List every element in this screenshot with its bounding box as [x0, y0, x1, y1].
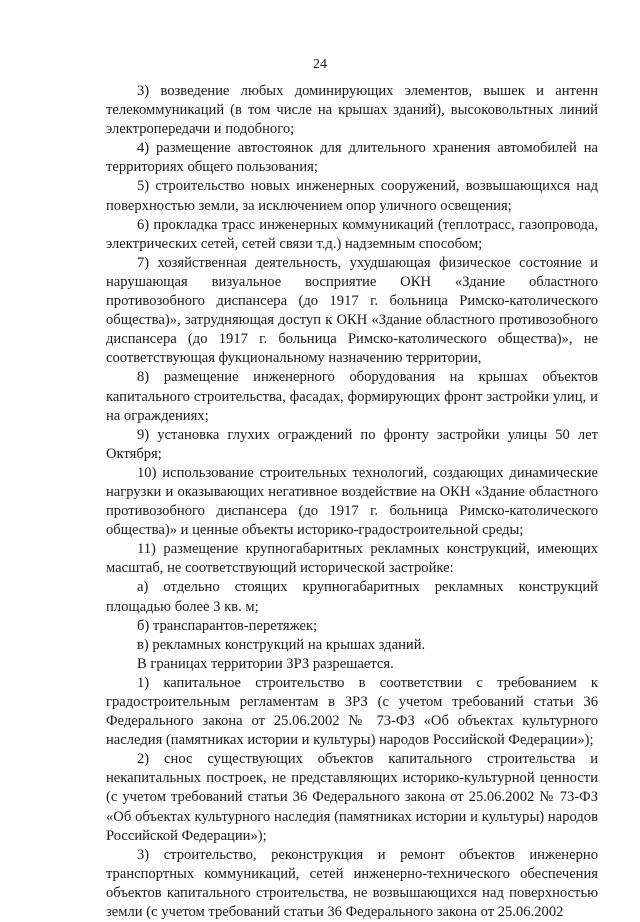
document-body [106, 82, 598, 922]
paragraph-subitem-b: б) транспарантов-перетяжек; [137, 617, 318, 634]
page-number: 24 [313, 57, 327, 72]
paragraph-prohibition-6: 6) прокладка трасс инженерных коммуникаций (теплотрасс, газопровода, электрических сетей, сетей связи т.д.) надземным способом; [106, 216, 598, 252]
paragraph-prohibition-9: 9) установка глухих ограждений по фронту застройки улицы 50 лет Октября; [106, 426, 598, 462]
paragraph-prohibition-10: 10) использование строительных технологий, создающих динамические нагрузки и оказывающих негативное воздействие на ОКН «Здание областного противозобного диспансера (до 1917 г. больница Римско-католического общества)» и ценные объекты историко-градостроительной среды; [106, 464, 598, 539]
paragraph-subitem-a: а) отдельно стоящих крупногабаритных рекламных конструкций площадью более 3 кв. м; [106, 579, 598, 615]
paragraph-permitted-3: 3) строительство, реконструкция и ремонт объектов инженерно транспортных коммуникаций, сетей инженерно-технического обеспечения объектов капитального строительства, не возвышающихся над поверхностью земли (с учетом требований статьи 36 Федерального закона от 25.06.2002 [106, 846, 598, 921]
paragraph-prohibition-7: 7) хозяйственная деятельность, ухудшающая физическое состояние и нарушающая визуальное восприятие ОКН «Здание областного противозобного диспансера (до 1917 г. больница Римско-католического общества)», затрудняющая доступ к ОКН «Здание областного противозобного диспансера (до 1917 г. больница Римско-католического общества)», не соответствующая фукциональному назначению территории, [106, 254, 598, 367]
paragraph-prohibition-11: 11) размещение крупногабаритных рекламных конструкций, имеющих масштаб, не соответствующий исторической застройке: [106, 541, 598, 577]
paragraph-prohibition-3: 3) возведение любых доминирующих элементов, вышек и антенн телекоммуникаций (в том числе на крышах зданий), высоковольтных линий электропередачи и подобного; [106, 83, 598, 138]
paragraph-prohibition-4: 4) размещение автостоянок для длительного хранения автомобилей на территориях общего пользования; [106, 140, 598, 176]
paragraph-permitted-heading: В границах территории ЗРЗ разрешается. [137, 655, 394, 672]
paragraph-subitem-v: в) рекламных конструкций на крышах зданий. [137, 636, 426, 653]
paragraph-prohibition-5: 5) строительство новых инженерных сооружений, возвышающихся над поверхностью земли, за исключением опор уличного освещения; [106, 178, 598, 214]
paragraph-prohibition-8: 8) размещение инженерного оборудования на крышах объектов капитального строительства, фасадах, формирующих фронт застройки улиц, и на ограждениях; [106, 369, 598, 424]
paragraph-permitted-1: 1) капитальное строительство в соответствии с требованием к градостроительным регламентам в ЗРЗ (с учетом требований статьи 36 Федерального закона от 25.06.2002 № 73-ФЗ «Об объектах культурного наследия (памятниках истории и культуры) народов Российской Федерации»); [106, 674, 598, 749]
paragraph-permitted-2: 2) снос существующих объектов капитального строительства и некапитальных построек, не представляющих историко-культурной ценности (с учетом требований статьи 36 Федерального закона от 25.06.2002 № 73-ФЗ «Об объектах культурного наследия (памятниках истории и культуры) народов Российской Федерации»); [106, 751, 598, 844]
